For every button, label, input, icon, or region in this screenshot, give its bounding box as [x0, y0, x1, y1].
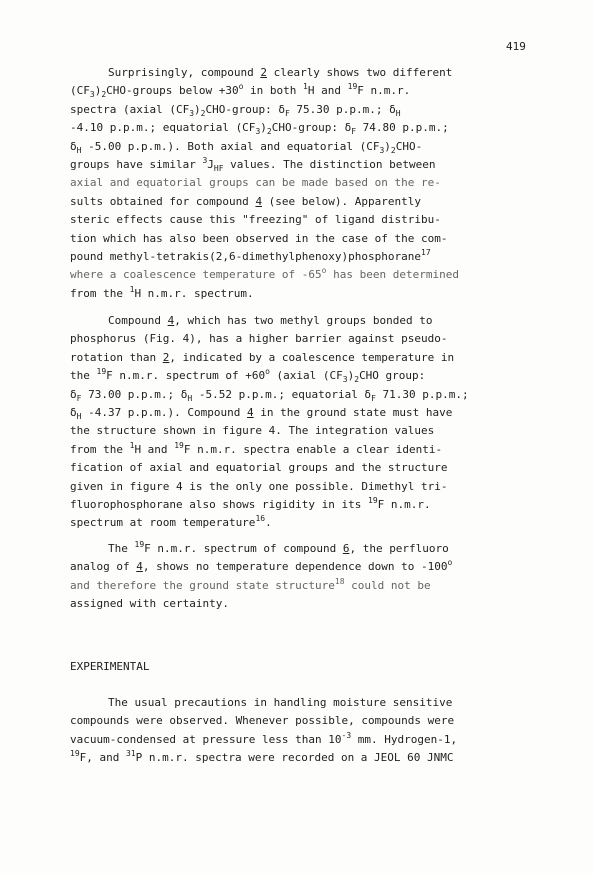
section-heading: EXPERIMENTAL: [70, 660, 150, 673]
text-line: the structure shown in figure 4. The integration values: [70, 424, 435, 438]
text-line: $\delta_H$ -5.00 p.p.m.). Both axial and equatorial $(CF_3)_2CHO-$: [70, 139, 423, 155]
text-line: from the $^1$H n.m.r. spectrum.: [70, 284, 254, 300]
text-line: vacuum-condensed at pressure less than $10^{-3}$ mm. Hydrogen-1,: [70, 730, 458, 746]
text-line: -4.10 p.p.m.; equatorial $(CF_3)_2CHO$-group: $\delta_F$ 74.80 p.p.m.;: [70, 121, 449, 137]
text-line: $\delta_H$ -4.37 p.p.m.). Compound 4 in the ground state must have: [70, 405, 453, 421]
paragraph-2: [70, 312, 540, 533]
paragraph-3: [70, 540, 540, 614]
text-line: and therefore the ground state structure$^{18}$ could not be: [70, 576, 431, 592]
text-line: where a coalescence temperature of -65$^o$ has been determined: [70, 266, 459, 282]
text-line: phosphorus (Fig. 4), has a higher barrier against pseudo-: [70, 332, 448, 346]
paragraph-1: [70, 64, 540, 303]
text-line: spectrum at room temperature$^{16}$.: [70, 514, 272, 530]
text-line: sults obtained for compound 4 (see below). Apparently: [70, 194, 422, 208]
text-line: analog of 4, shows no temperature dependence down to -100$^o$: [70, 558, 453, 574]
text-line: The usual precautions in handling moisture sensitive: [108, 696, 453, 709]
text-line: compounds were observed. Whenever possible, compounds were: [70, 714, 455, 728]
text-line: axial and equatorial groups can be made based on the re-: [70, 176, 441, 190]
text-line: $(CF_3)_2CHO$-groups below $+30^o$ in both $^1$H and $^{19}$F n.m.r.: [70, 82, 411, 100]
text-line: assigned with certainty.: [70, 597, 229, 611]
text-line: The $^{19}$F n.m.r. spectrum of compound 6, the perfluoro: [108, 540, 449, 555]
text-line: groups have similar $^3J_{HF}$ values. The distinction between: [70, 155, 436, 173]
paragraph-4: [70, 694, 540, 768]
text-line: $^{19}$F, and $^{31}$P n.m.r. spectra were recorded on a JEOL 60 JNMC: [70, 749, 454, 765]
text-line: given in figure 4 is the only one possible. Dimethyl tri-: [70, 479, 448, 493]
text-line: pound methyl-tetrakis(2,6-dimethylphenoxy)phosphorane$^{17}$: [70, 247, 431, 263]
text-line: Surprisingly, compound 2 clearly shows two different: [108, 66, 453, 79]
text-line: the $^{19}$F n.m.r. spectrum of $+60^o$ (axial $(CF_3)_2CHO$ group:: [70, 367, 426, 385]
text-line: fication of axial and equatorial groups and the structure: [70, 461, 448, 475]
text-line: rotation than 2, indicated by a coalescence temperature in: [70, 350, 455, 364]
text-line: from the $^1$H and $^{19}$F n.m.r. spectra enable a clear identi-: [70, 440, 443, 456]
text-line: fluorophosphorane also shows rigidity in its $^{19}$F n.m.r.: [70, 495, 431, 511]
page-number: 419: [506, 40, 526, 53]
text-line: $\delta_F$ 73.00 p.p.m.; $\delta_H$ -5.52 p.p.m.; equatorial $\delta_F$ 71.30 p.p.m.;: [70, 387, 469, 403]
text-line: steric effects cause this "freezing" of ligand distribu-: [70, 213, 441, 227]
text-line: Compound 4, which has two methyl groups bonded to: [108, 314, 433, 327]
text-line: tion which has also been observed in the case of the com-: [70, 231, 448, 245]
text-line: spectra (axial $(CF_3)_2CHO$-group: $\delta_F$ 75.30 p.p.m.; $\delta_H$: [70, 102, 401, 118]
